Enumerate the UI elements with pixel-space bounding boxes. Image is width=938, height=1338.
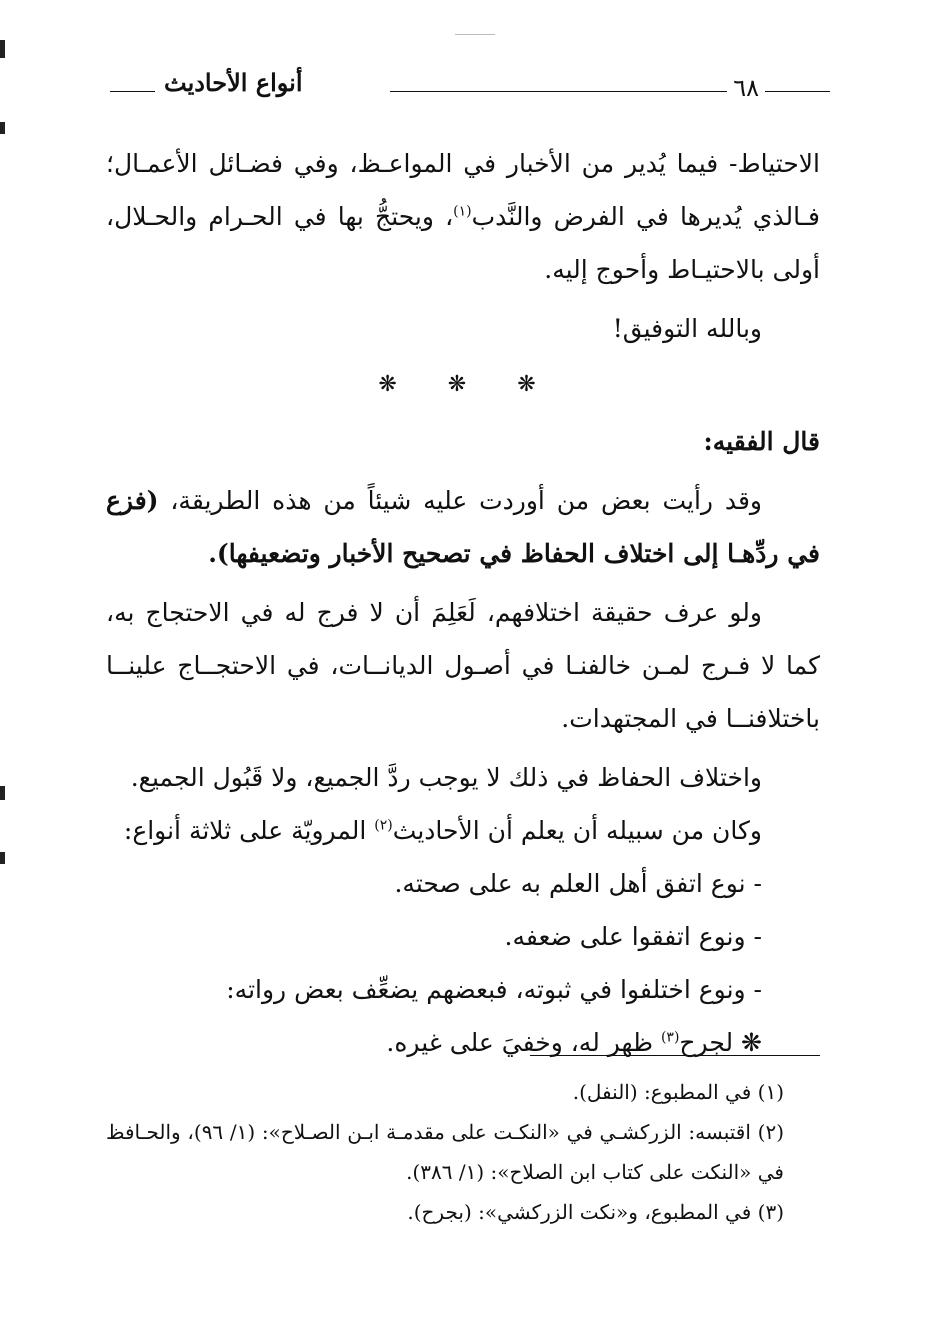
- paragraph-7-rest: ظهر له، وخفيَ على غيره.: [386, 1028, 661, 1057]
- footnote-1: (١) في المطبوع: (النفل).: [572, 1080, 784, 1104]
- paragraph-2: وبالله التوفيق!: [612, 314, 762, 343]
- footnote-ref-1: (١): [453, 203, 472, 220]
- running-header: [110, 66, 820, 106]
- list-item: - نوع اتفق أهل العلم به على صحته.: [394, 869, 762, 898]
- scan-edge-mark: [0, 40, 5, 58]
- paragraph-1: [106, 137, 820, 296]
- paragraph-6: [106, 804, 820, 857]
- paragraph-6-rest: المرويّة على ثلاثة أنواع:: [123, 816, 375, 845]
- section-heading: قال الفقيه:: [703, 427, 820, 456]
- scan-smudge: [455, 34, 495, 35]
- paragraph-5: واختلاف الحفاظ في ذلك لا يوجب ردَّ الجميع، ولا قَبُول الجميع.: [130, 763, 762, 792]
- list-item: - ونوع اتفقوا على ضعفه.: [504, 922, 762, 951]
- footnote-ref-2: (٢): [374, 817, 393, 834]
- main-text: [106, 137, 820, 1069]
- list-item: - ونوع اختلفوا في ثبوته، فبعضهم يضعِّف بعض رواته:: [226, 975, 762, 1004]
- header-rule-left: [110, 91, 155, 92]
- paragraph-3: [106, 474, 820, 580]
- paragraph-3-bold: (فزع في ردِّهـا إلى اختلاف الحفاظ في تصحيح الأخبار وتضعيفها).: [106, 486, 820, 568]
- scan-edge-mark: [0, 786, 5, 800]
- paragraph-7-text: ❋ لجرح: [679, 1028, 762, 1057]
- footnote-divider: [530, 1055, 820, 1056]
- footnote-3: (٣) في المطبوع، و«نكت الزركشي»: (بجرح).: [407, 1200, 784, 1224]
- paragraph-6-text: وكان من سبيله أن يعلم أن الأحاديث: [392, 816, 762, 845]
- paragraph-3-text: وقد رأيت بعض من أوردت عليه شيئاً من هذه الطريقة،: [158, 486, 762, 515]
- footnote-ref-3: (٣): [660, 1029, 680, 1046]
- paragraph-4: ولو عرف حقيقة اختلافهم، لَعَلِمَ أن لا فرج له في الاحتجاج به، كما لا فـرج لمـن خالفنـا في أصـول الديانــات، في الاحتجــاج علينــا باختلافنــا في المجتهدات.: [106, 598, 820, 733]
- page-number: ٦٨: [727, 74, 765, 102]
- running-title: أنواع الأحاديث: [158, 68, 309, 97]
- section-separator: ❋ ❋ ❋: [378, 372, 558, 397]
- header-rule-right: [775, 91, 820, 92]
- footnote-2: (٢) اقتبسه: الزركشـي في «النكـت على مقدمـة ابـن الصـلاح»: (١/ ٩٦)، والحـافظ في «النكت على كتاب ابن الصلاح»: (١/ ٣٨٦).: [106, 1120, 784, 1184]
- scan-edge-mark: [0, 122, 5, 134]
- footnotes: [106, 1072, 820, 1232]
- paragraph-1-rest: ، ويحتجُّ بها في الحـرام والحـلال، أولى بالاحتيـاط وأحوج إليه.: [106, 202, 820, 284]
- paragraph-1-text: الاحتياط- فيما يُدير من الأخبار في المواعـظ، وفي فضـائل الأعمـال؛ فـالذي يُديرها في الفرض والنَّدب: [106, 149, 820, 231]
- paragraph-7: [106, 1016, 820, 1069]
- scan-edge-mark: [0, 852, 5, 864]
